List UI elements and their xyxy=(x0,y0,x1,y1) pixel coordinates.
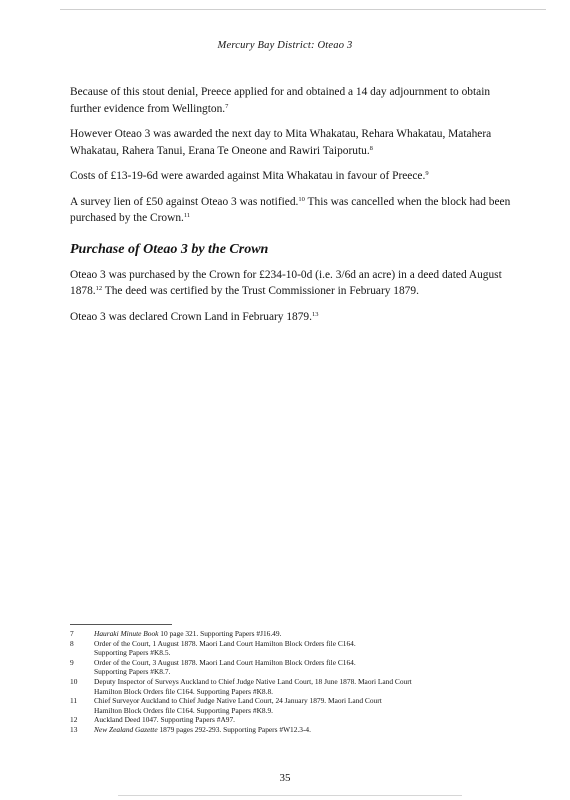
bottom-edge-rule xyxy=(118,795,462,796)
footnote-ref: 9 xyxy=(425,170,429,177)
footnote-ref: 10 xyxy=(298,195,305,203)
footnote-ref: 13 xyxy=(311,310,319,318)
running-head: Mercury Bay District: Oteao 3 xyxy=(217,40,353,51)
paragraph-purchase: Oteao 3 was purchased by the Crown for £234-10-0d (i.e. 3/6d an acre) in a deed dated August 1878.12 The deed was certified by the Trust Commissioner in February 1879. xyxy=(70,268,502,297)
paragraph-costs: Costs of £13-19-6d were awarded against Mita Whakatau in favour of Preece.$^9$ xyxy=(70,170,429,182)
footnote-9: 9 Order of the Court, 3 August 1878. Maori Land Court Hamilton Block Orders file C164. Supporting Papers #K8.7. xyxy=(70,657,356,677)
footnote-11: 11 Chief Surveyor Auckland to Chief Judge Native Land Court, 24 January 1879. Maori Land Court Hamilton Block Orders file C164. Supporting Papers #K8.9. xyxy=(70,696,382,715)
paragraph-survey-lien: A survey lien of £50 against Oteao 3 was notified.$^{10}$ This was cancelled when the block had been purchased by the Crown.$^{11}$ xyxy=(70,195,511,224)
footnote-13: 13 New Zealand Gazette 1879 pages 292-293. Supporting Papers #W12.3-4. xyxy=(70,724,311,734)
footnote-separator xyxy=(70,624,172,625)
paragraph-adjournment: Because of this stout denial, Preece applied for and obtained a 14 day adjournment to obtain further evidence from Wellington.$^7$ xyxy=(70,86,491,115)
section-heading: Purchase of Oteao 3 by the Crown xyxy=(70,241,269,257)
page-number: 35 xyxy=(279,772,291,784)
top-edge-rule xyxy=(60,9,546,10)
footnote-ref: 12 xyxy=(95,285,103,292)
footnote-ref: 7 xyxy=(225,102,229,110)
paragraph-crown-land: Oteao 3 was declared Crown Land in February 1879.13 xyxy=(70,310,319,323)
footnote-ref: 8 xyxy=(369,144,373,152)
body-text xyxy=(70,84,518,334)
footnote-ref: 11 xyxy=(183,212,191,219)
paragraph-award: However Oteao 3 was awarded the next day to Mita Whakatau, Rehara Whakatau, Matahera Whakatau, Rahera Tanui, Erana Te Oneone and Rawiri Taiporutu.$^8$ xyxy=(70,128,492,157)
footnote-7: 7 Hauraki Minute Book 10 page 321. Supporting Papers #J16.49. xyxy=(70,629,282,638)
footnote-12: 12 Auckland Deed 1047. Supporting Papers #A97. xyxy=(70,715,236,725)
footnote-8: 8 Order of the Court, 1 August 1878. Maori Land Court Hamilton Block Orders file C164. Supporting Papers #K8.5. xyxy=(70,638,356,658)
footnotes xyxy=(70,629,518,735)
footnote-10: 10 Deputy Inspector of Surveys Auckland to Chief Judge Native Land Court, 18 June 1878. Maori Land Court Hamilton Block Orders file C164. Supporting Papers #K8.8. xyxy=(70,676,412,696)
